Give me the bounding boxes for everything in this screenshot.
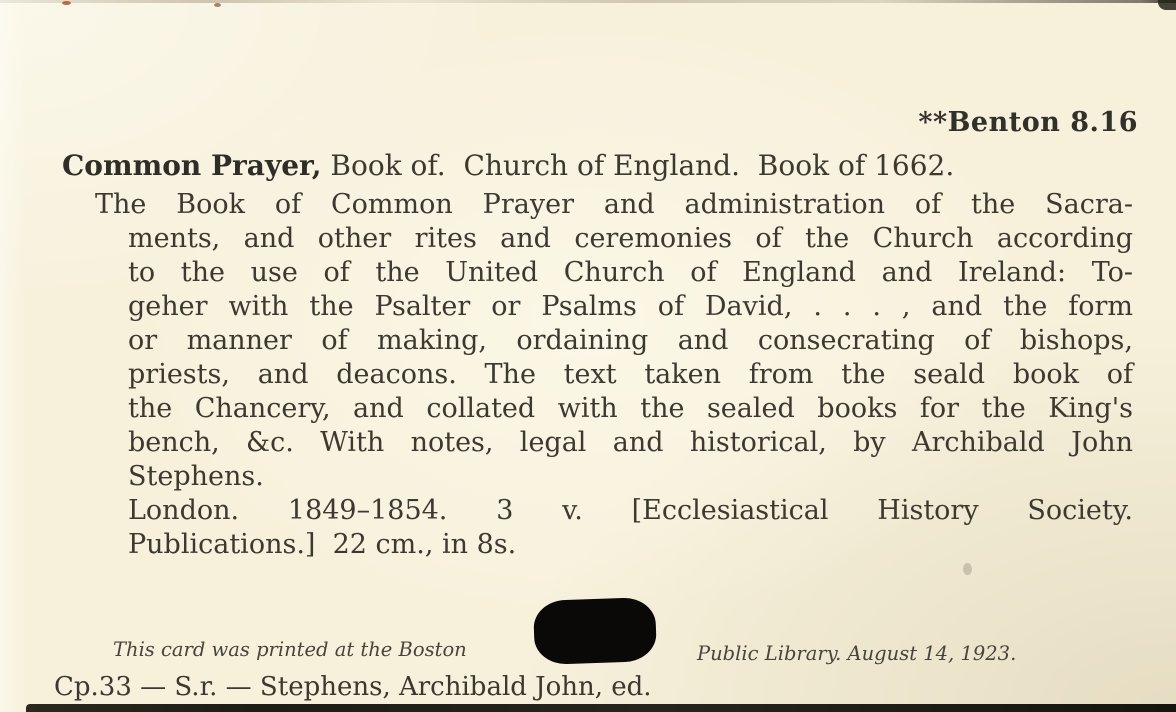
body-line: The Book of Common Prayer and administration of the Sacra- xyxy=(95,189,1133,220)
call-number: **Benton 8.16 xyxy=(918,107,1138,138)
tracing-line: Cp.33 — S.r. — Stephens, Archibald John, ed. xyxy=(54,672,652,702)
imprint-paragraph xyxy=(128,494,1133,562)
body-line: priests, and deacons. The text taken from the seald book of xyxy=(128,359,1133,390)
scan-top-edge xyxy=(0,0,1176,3)
scan-bottom-edge xyxy=(26,704,1176,712)
description-paragraph xyxy=(95,188,1133,494)
body-line: the Chancery, and collated with the sealed books for the King's xyxy=(128,393,1133,424)
imprint-line: London. 1849–1854. 3 v. [Ecclesiastical History Society. xyxy=(128,495,1133,526)
body-line: ments, and other rites and ceremonies of the Church according xyxy=(128,223,1133,254)
body-line: geher with the Psalter or Psalms of David, . . . , and the form xyxy=(128,291,1133,322)
main-entry-heading xyxy=(62,149,1136,183)
printer-note-left: This card was printed at the Boston xyxy=(113,638,467,661)
paper-speck xyxy=(214,3,221,7)
heading-title: Common Prayer, xyxy=(62,149,322,182)
body-line: Stephens. xyxy=(128,461,264,492)
printer-note-right: Public Library. August 14, 1923. xyxy=(697,642,1017,665)
body-line: or manner of making, ordaining and consecrating of bishops, xyxy=(128,325,1133,356)
redaction-mark xyxy=(533,597,657,665)
imprint-line: Publications.] 22 cm., in 8s. xyxy=(128,529,517,560)
scan-corner-mark xyxy=(1158,0,1176,10)
paper-speck xyxy=(963,563,972,575)
body-line: to the use of the United Church of England and Ireland: To- xyxy=(128,257,1133,288)
paper-speck xyxy=(62,1,71,5)
body-line: bench, &c. With notes, legal and historical, by Archibald John xyxy=(128,427,1133,458)
heading-subdivision: Book of. Church of England. Book of 1662. xyxy=(321,149,955,182)
